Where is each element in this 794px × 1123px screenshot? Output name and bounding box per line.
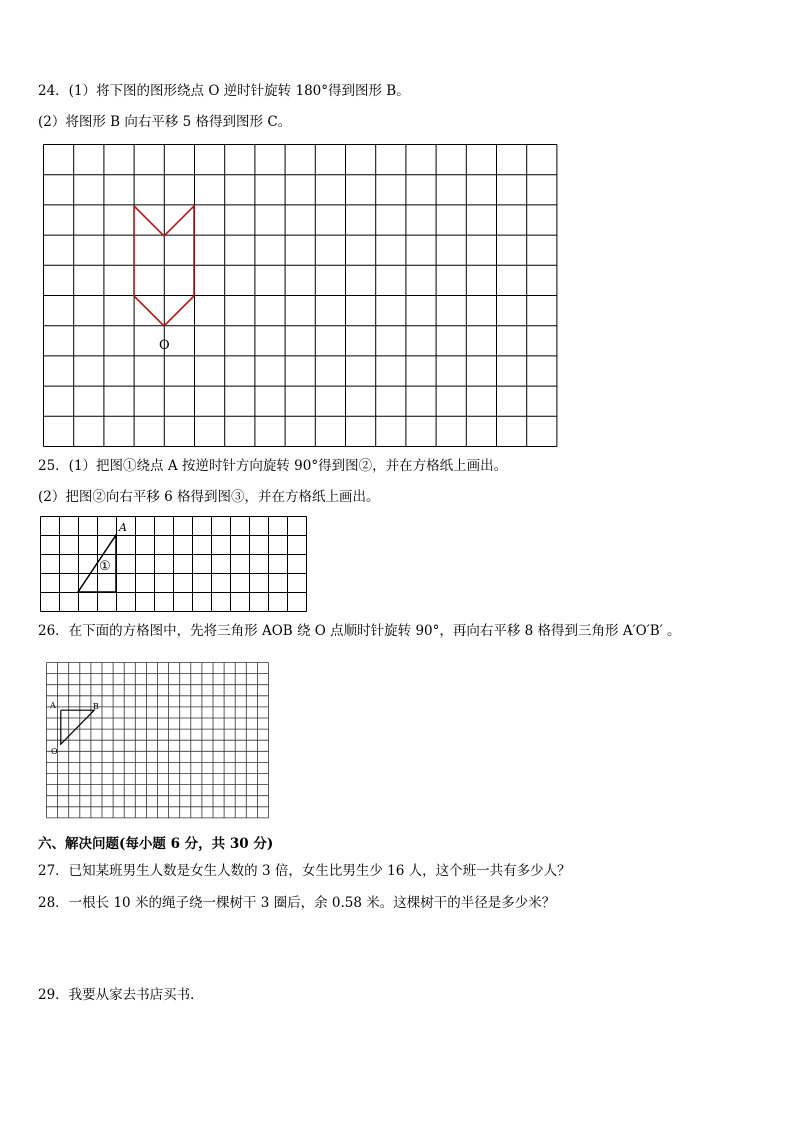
- q25-figure-1-label: ①: [99, 559, 111, 574]
- q25-point-a-label: A: [119, 521, 127, 534]
- q25-line1: 25．(1）把图①绕点 A 按逆时针方向旋转 90°得到图②，并在方格纸上画出。: [38, 458, 508, 474]
- q26-grid: [46, 662, 268, 816]
- q26-triangle-aob: [61, 710, 94, 744]
- section-6-heading: 六、解决问题(每小题 6 分，共 30 分): [38, 836, 274, 852]
- q24-line1: 24．(1）将下图的图形绕点 O 逆时针旋转 180°得到图形 B。: [38, 83, 410, 99]
- q26-point-a-label: A: [50, 701, 56, 710]
- q26-line1: 26．在下面的方格图中，先将三角形 AOB 绕 O 点顺时针旋转 90°，再向右平移 8 格得到三角形 A′O′B′ 。: [38, 623, 681, 639]
- q26-point-o-label: O: [51, 747, 58, 756]
- q27-text: 27．已知某班男生人数是女生人数的 3 倍，女生比男生少 16 人，这个班一共有多少人？: [38, 863, 571, 879]
- q24-line2: (2）将图形 B 向右平移 5 格得到图形 C。: [38, 114, 292, 130]
- q25-line2: (2）把图②向右平移 6 格得到图③，并在方格纸上画出。: [38, 489, 380, 505]
- q25-grid: [40, 516, 306, 611]
- q29-text: 29．我要从家去书店买书．: [38, 987, 204, 1003]
- q26-point-b-label: B: [93, 702, 99, 711]
- q24-grid: [43, 144, 559, 448]
- q24-point-o-label: O: [159, 338, 170, 353]
- q28-text: 28．一根长 10 米的绳子绕一棵树干 3 圈后，余 0.58 米。这棵树干的半径是多少米？: [38, 895, 556, 911]
